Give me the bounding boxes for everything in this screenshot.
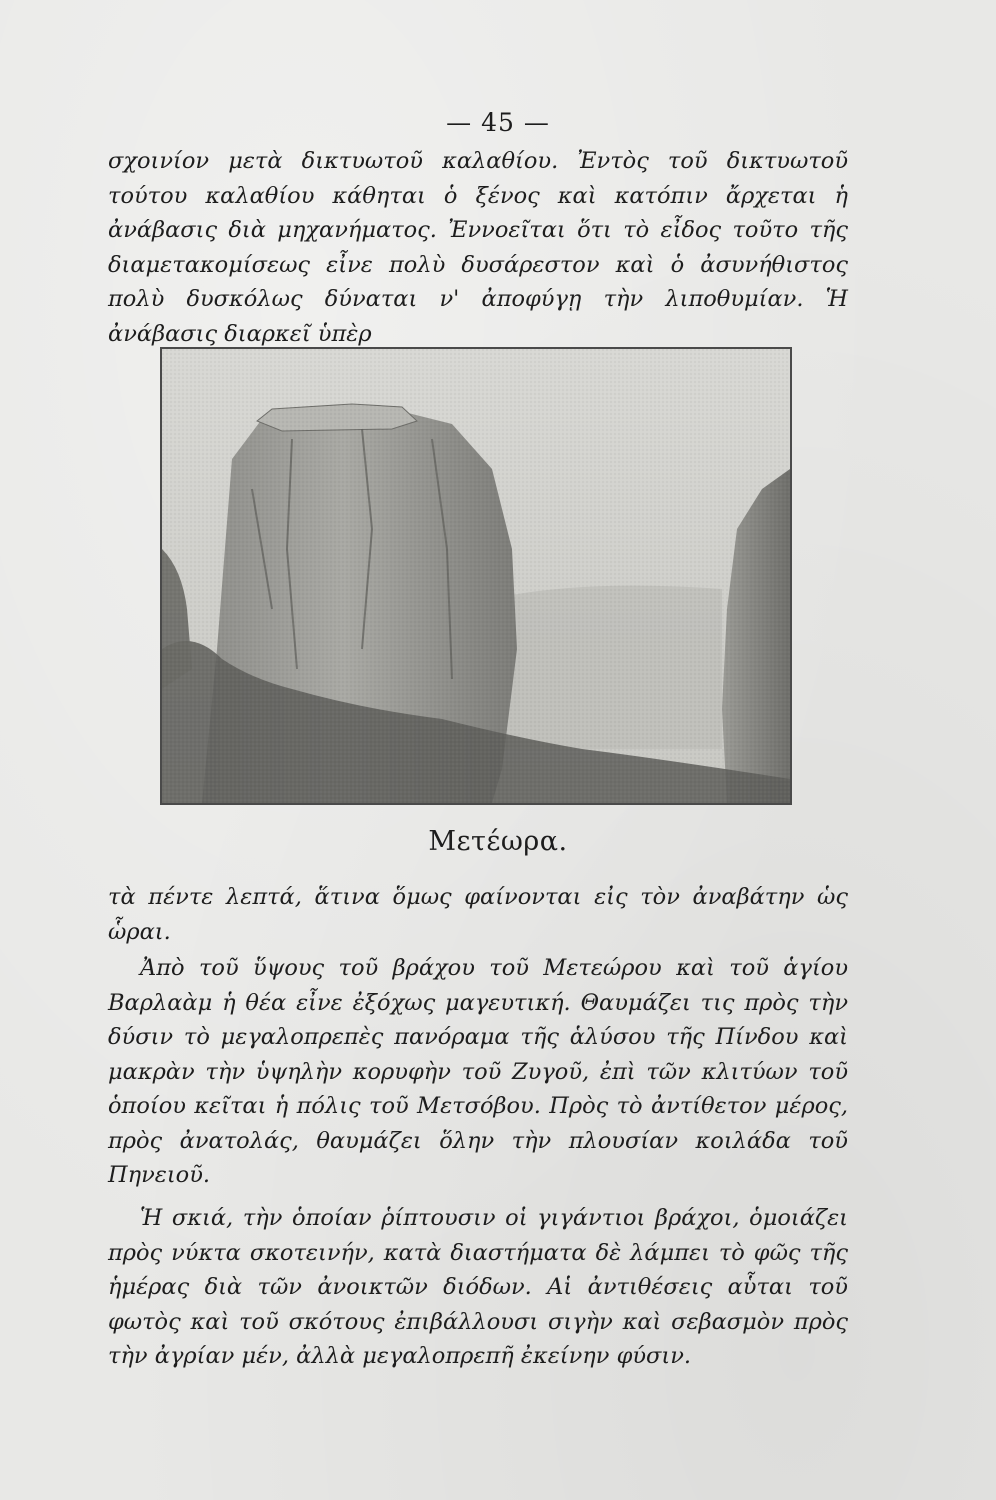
- paragraph-after-figure: τὰ πέντε λεπτά, ἅτινα ὅμως φαίνονται εἰς τὸν ἀναβάτην ὡς ὧραι.: [108, 884, 848, 945]
- page-number: — 45 —: [446, 108, 550, 137]
- paragraph-continued: σχοινίον μετὰ δικτυωτοῦ καλαθίου. Ἐντὸς τοῦ δικτυωτοῦ τούτου καλαθίου κάθηται ὁ ξένος καὶ κατόπιν ἄρχεται ἡ ἀνάβασις διὰ μηχανήματος. Ἐννοεῖται ὅτι τὸ εἶδος τοῦτο τῆς διαμετακομίσεως εἶνε πολὺ δυσάρεστον καὶ ὁ ἀσυνήθιστος πολὺ δυσκόλως δύναται ν' ἀποφύγῃ τὴν λιποθυμίαν. Ἡ ἀνάβασις διαρκεῖ ὑπὲρ: [108, 148, 848, 347]
- paragraph-barlaam-view: Ἀπὸ τοῦ ὕψους τοῦ βράχου τοῦ Μετεώρου καὶ τοῦ ἁγίου Βαρλαὰμ ἡ θέα εἶνε ἐξόχως μαγευτική. Θαυμάζει τις πρὸς τὴν δύσιν τὸ μεγαλοπρεπὲς πανόραμα τῆς ἁλύσου τῆς Πίνδου καὶ μακρὰν τὴν ὑψηλὴν κορυφὴν τοῦ Ζυγοῦ, ἐπὶ τῶν κλιτύων τοῦ ὁποίου κεῖται ἡ πόλις τοῦ Μετσόβου. Πρὸς τὸ ἀντίθετον μέρος, πρὸς ἀνατολάς, θαυμάζει ὅλην τὴν πλουσίαν κοιλάδα τοῦ Πηνειοῦ.: [108, 955, 848, 1188]
- paragraph-shadow: Ἡ σκιά, τὴν ὁποίαν ῥίπτουσιν οἱ γιγάντιοι βράχοι, ὁμοιάζει πρὸς νύκτα σκοτεινήν, κατὰ διαστήματα δὲ λάμπει τὸ φῶς τῆς ἡμέρας διὰ τῶν ἀνοικτῶν διόδων. Αἱ ἀντιθέσεις αὗται τοῦ φωτὸς καὶ τοῦ σκότους ἐπιβάλλουσι σιγὴν καὶ σεβασμὸν πρὸς τὴν ἀγρίαν μέν, ἀλλὰ μεγαλοπρεπῆ ἐκείνην φύσιν.: [108, 1205, 848, 1369]
- figure-caption: Μετέωρα.: [428, 826, 568, 857]
- meteora-photograph: [160, 347, 792, 805]
